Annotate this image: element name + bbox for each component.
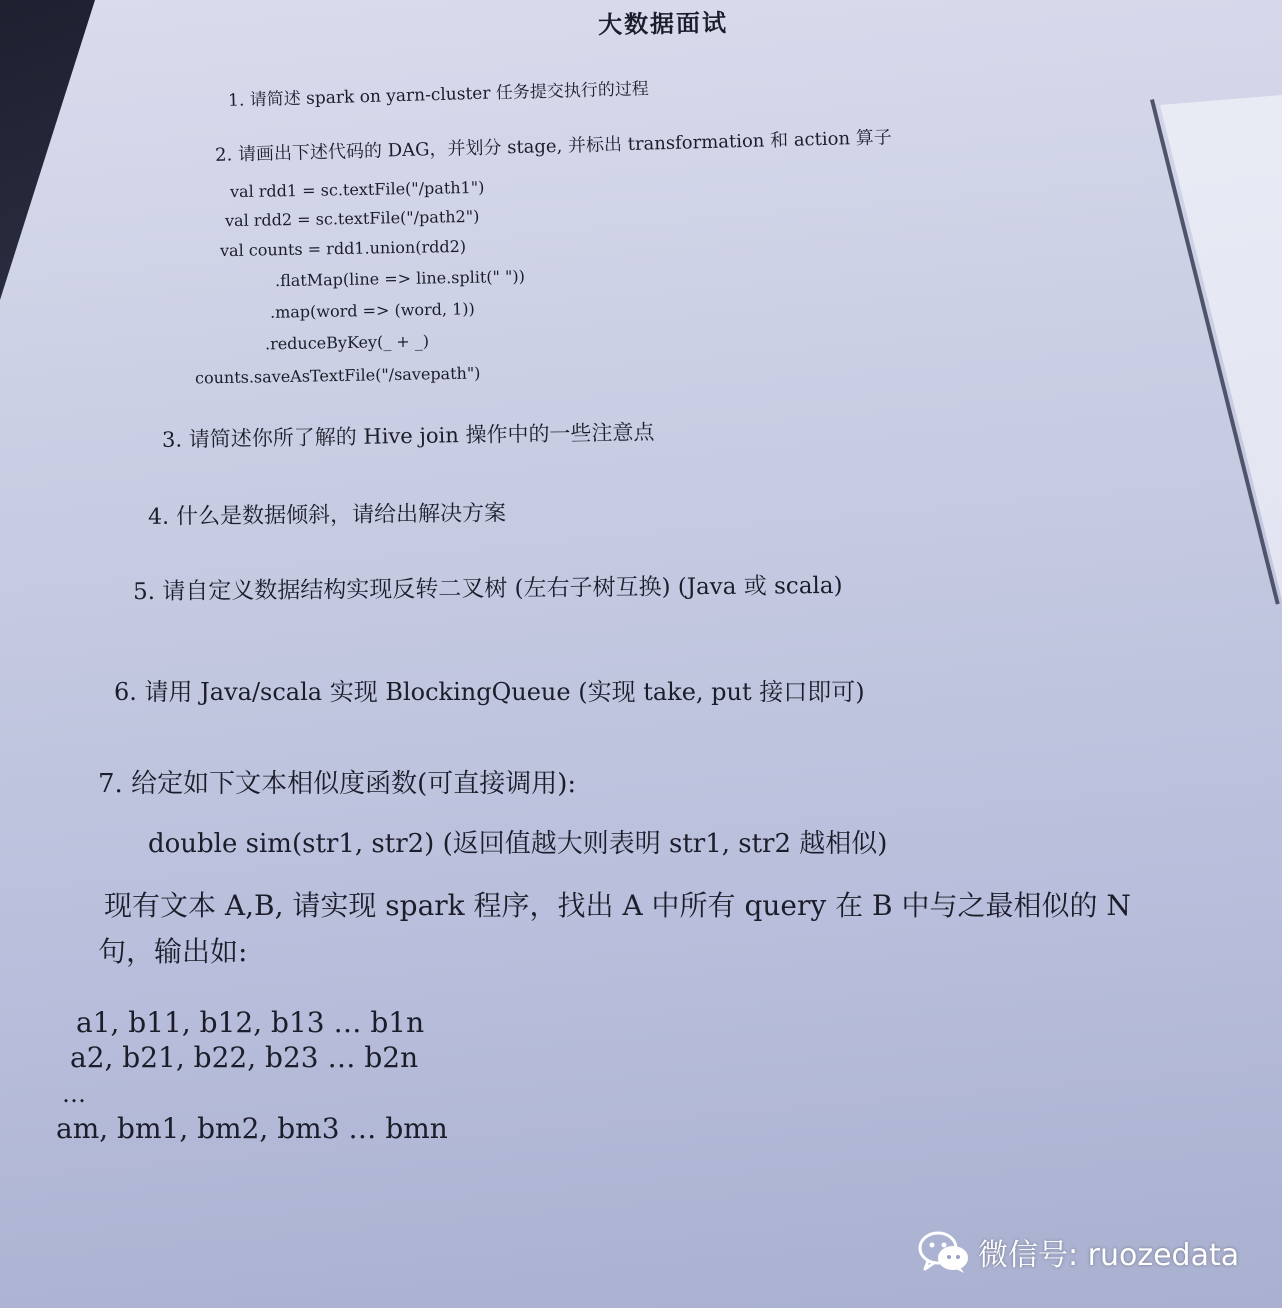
- code-line: counts.saveAsTextFile("/savepath"): [194, 363, 481, 388]
- question-7-description-cont: 句，输出如:: [98, 935, 248, 968]
- question-6: 6. 请用 Java/scala 实现 BlockingQueue (实现 take, put 接口即可): [114, 678, 865, 706]
- question-4: 4. 什么是数据倾斜，请给出解决方案: [147, 501, 507, 530]
- code-line: val rdd1 = sc.textFile("/path1"): [229, 177, 485, 202]
- code-line: .flatMap(line => line.split(" ")): [274, 266, 526, 291]
- question-7-function: double sim(str1, str2) (返回值越大则表明 str1, str2 越相似): [148, 829, 888, 859]
- question-1: 1. 请简述 spark on yarn-cluster 任务提交执行的过程: [227, 79, 650, 111]
- output-line: …: [62, 1080, 86, 1108]
- question-5: 5. 请自定义数据结构实现反转二叉树 (左右子树互换) (Java 或 scala): [132, 572, 843, 606]
- wechat-icon: [918, 1230, 970, 1274]
- watermark-text: 微信号: ruozedata: [978, 1238, 1240, 1273]
- code-line: .reduceByKey(_ + _): [264, 331, 430, 354]
- output-line: a2, b21, b22, b23 … b2n: [70, 1041, 419, 1074]
- code-line: .map(word => (word, 1)): [269, 299, 475, 322]
- output-line: am, bm1, bm2, bm3 … bmn: [56, 1112, 448, 1145]
- code-line: val rdd2 = sc.textFile("/path2"): [224, 206, 480, 231]
- document-title: 大数据面试: [597, 7, 729, 40]
- question-7: 7. 给定如下文本相似度函数(可直接调用):: [98, 769, 577, 799]
- output-line: a1, b11, b12, b13 … b1n: [76, 1006, 425, 1039]
- question-7-description: 现有文本 A,B, 请实现 spark 程序，找出 A 中所有 query 在 B 中与之最相似的 N: [104, 889, 1131, 922]
- question-3: 3. 请简述你所了解的 Hive join 操作中的一些注意点: [161, 420, 655, 452]
- question-2: 2. 请画出下述代码的 DAG，并划分 stage, 并标出 transformation 和 action 算子: [214, 127, 893, 166]
- watermark: [918, 1230, 1239, 1274]
- code-line: val counts = rdd1.union(rdd2): [219, 236, 467, 261]
